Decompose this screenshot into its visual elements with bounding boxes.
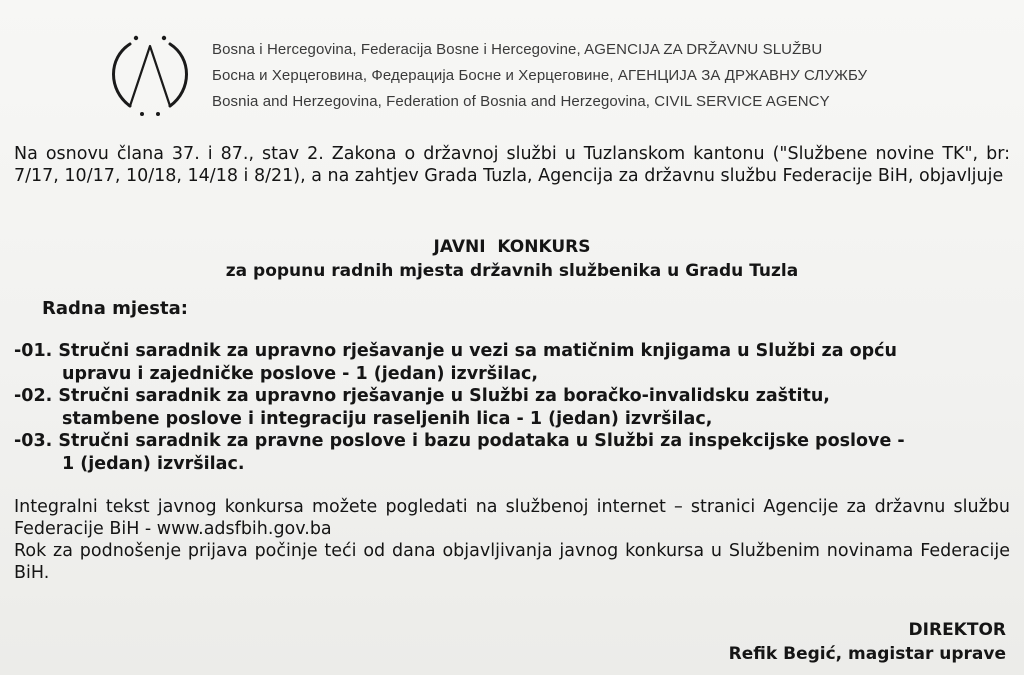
- signature-name: Refik Begić, magistar uprave: [728, 644, 1006, 664]
- agency-line-cyrillic: Босна и Херцеговина, Федерација Босне и Херцеговине, АГЕНЦИЈА ЗА ДРЖАВНУ СЛУЖБУ: [212, 67, 868, 84]
- notice-title: [0, 235, 1024, 283]
- positions-list: [14, 340, 914, 475]
- position-item: -02. Stručni saradnik za upravno rješavanje u Službi za boračko-invalidsku zaštitu, stambene poslove i integraciju raseljenih lica - 1 (jedan) izvršilac,: [14, 386, 830, 429]
- deadline-paragraph: Rok za podnošenje prijava počinje teći od dana objavljivanja javnog konkursa u Službenim novinama Federacije BiH.: [14, 541, 1010, 583]
- intro-paragraph: Na osnovu člana 37. i 87., stav 2. Zakona o državnoj službi u Tuzlanskom kantonu ("Službene novine TK", br: 7/17, 10/17, 10/18, 14/18 i 8/21), a na zahtjev Grada Tuzla, Agencija za državnu službu Federacije BiH, objavljuje: [14, 144, 1010, 186]
- notice-title-main: JAVNI KONKURS: [433, 237, 591, 257]
- position-item: -01. Stručni saradnik za upravno rješavanje u vezi sa matičnim knjigama u Službi za opću upravu i zajedničke poslove - 1 (jedan) izvršilac,: [14, 341, 898, 384]
- signature-block: [729, 618, 1006, 666]
- website-info-paragraph: Integralni tekst javnog konkursa možete pogledati na službenoj internet – stranici Agencije za državnu službu Federacije BiH - www.adsfbih.gov.ba: [14, 497, 1010, 539]
- position-item: -03. Stručni saradnik za pravne poslove i bazu podataka u Službi za inspekcijske poslove - 1 (jedan) izvršilac.: [14, 431, 905, 474]
- agency-line-bosnian: Bosna i Hercegovina, Federacija Bosne i Hercegovine, AGENCIJA ZA DRŽAVNU SLUŽBU: [212, 41, 823, 58]
- notice-title-subtitle: za popunu radnih mjesta državnih službenika u Gradu Tuzla: [225, 261, 799, 281]
- agency-name-lines: [212, 40, 867, 118]
- signature-title: DIREKTOR: [908, 620, 1006, 640]
- agency-line-english: Bosnia and Herzegovina, Federation of Bosnia and Herzegovina, CIVIL SERVICE AGENCY: [212, 93, 830, 110]
- positions-heading: Radna mjesta:: [42, 298, 188, 319]
- closing-text: [14, 496, 1010, 584]
- civil-service-agency-logo: [100, 28, 200, 120]
